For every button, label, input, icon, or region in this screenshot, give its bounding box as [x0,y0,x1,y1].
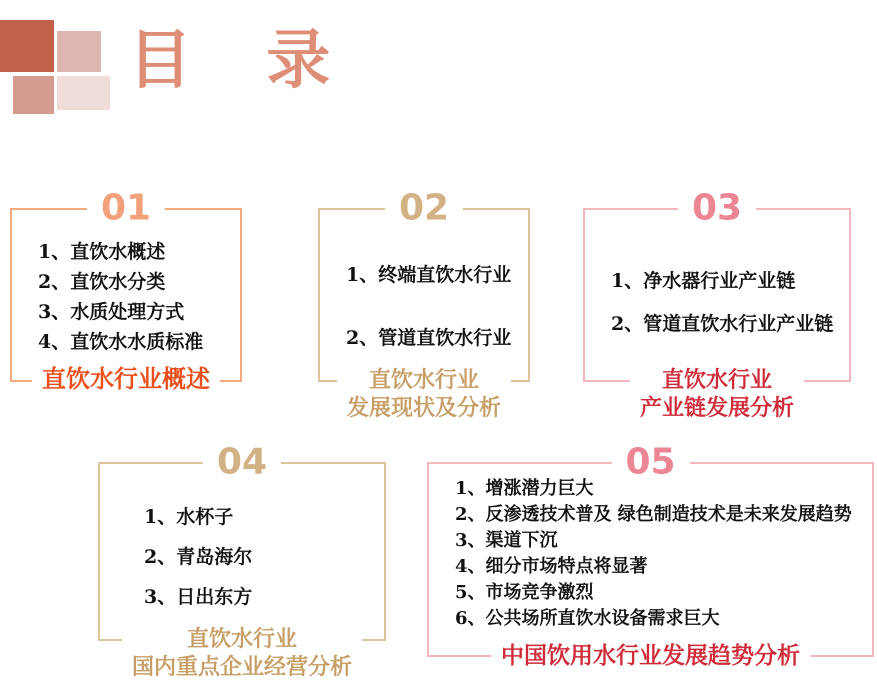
section-05-number: 05 [611,445,689,481]
page-title: 目 录 [128,23,357,98]
section-04-box [98,441,386,679]
decor-square-medium [13,76,54,114]
section-05-box [427,441,874,668]
list-item: 4、直饮水水质标准 [38,331,204,353]
decor-square-dark [0,20,54,72]
section-03-box [583,187,851,420]
caption-line: 直饮水行业 [661,367,773,392]
caption-line: 直饮水行业概述 [42,366,210,393]
caption-line: 国内重点企业经营分析 [131,654,353,679]
caption-line: 直饮水行业 [368,367,480,392]
caption-line: 直饮水行业 [186,626,298,651]
list-item: 2、青岛海尔 [144,546,253,568]
section-03-items [611,266,833,352]
list-item: 1、终端直饮水行业 [346,264,512,286]
caption-line: 中国饮用水行业发展趋势分析 [501,642,800,668]
section-03-caption [630,366,804,422]
section-03-number: 03 [678,191,756,227]
section-02-box [318,187,530,420]
section-04-items [144,502,252,622]
section-04-number: 04 [203,445,281,481]
list-item: 3、水质处理方式 [38,301,185,323]
section-05-caption [491,641,810,669]
section-01-box [10,187,242,393]
section-01-items [38,237,203,357]
section-05-items [455,476,852,632]
section-02-number: 02 [385,191,463,227]
decor-square-lightest [57,76,110,110]
list-item: 6、公共场所直饮水设备需求巨大 [455,608,720,629]
list-item: 1、水杯子 [144,506,234,528]
list-item: 2、直饮水分类 [38,271,166,293]
list-item: 1、净水器行业产业链 [611,270,796,292]
list-item: 4、细分市场特点将显著 [455,556,648,577]
list-item: 3、日出东方 [144,586,253,608]
section-01-caption [32,366,220,394]
list-item: 2、管道直饮水行业产业链 [611,313,834,335]
list-item: 1、增涨潜力巨大 [455,478,594,499]
list-item: 1、直饮水概述 [38,241,166,263]
decor-square-light [57,31,101,72]
caption-line: 产业链发展分析 [639,395,795,420]
section-02-caption [337,366,511,422]
list-item: 3、渠道下沉 [455,530,558,551]
list-item: 2、反渗透技术普及 绿色制造技术是未来发展趋势 [455,504,852,525]
list-item: 2、管道直饮水行业 [346,327,512,349]
caption-line: 发展现状及分析 [346,395,502,420]
section-01-number: 01 [87,191,165,227]
section-04-caption [122,625,362,681]
list-item: 5、市场竞争激烈 [455,582,594,603]
